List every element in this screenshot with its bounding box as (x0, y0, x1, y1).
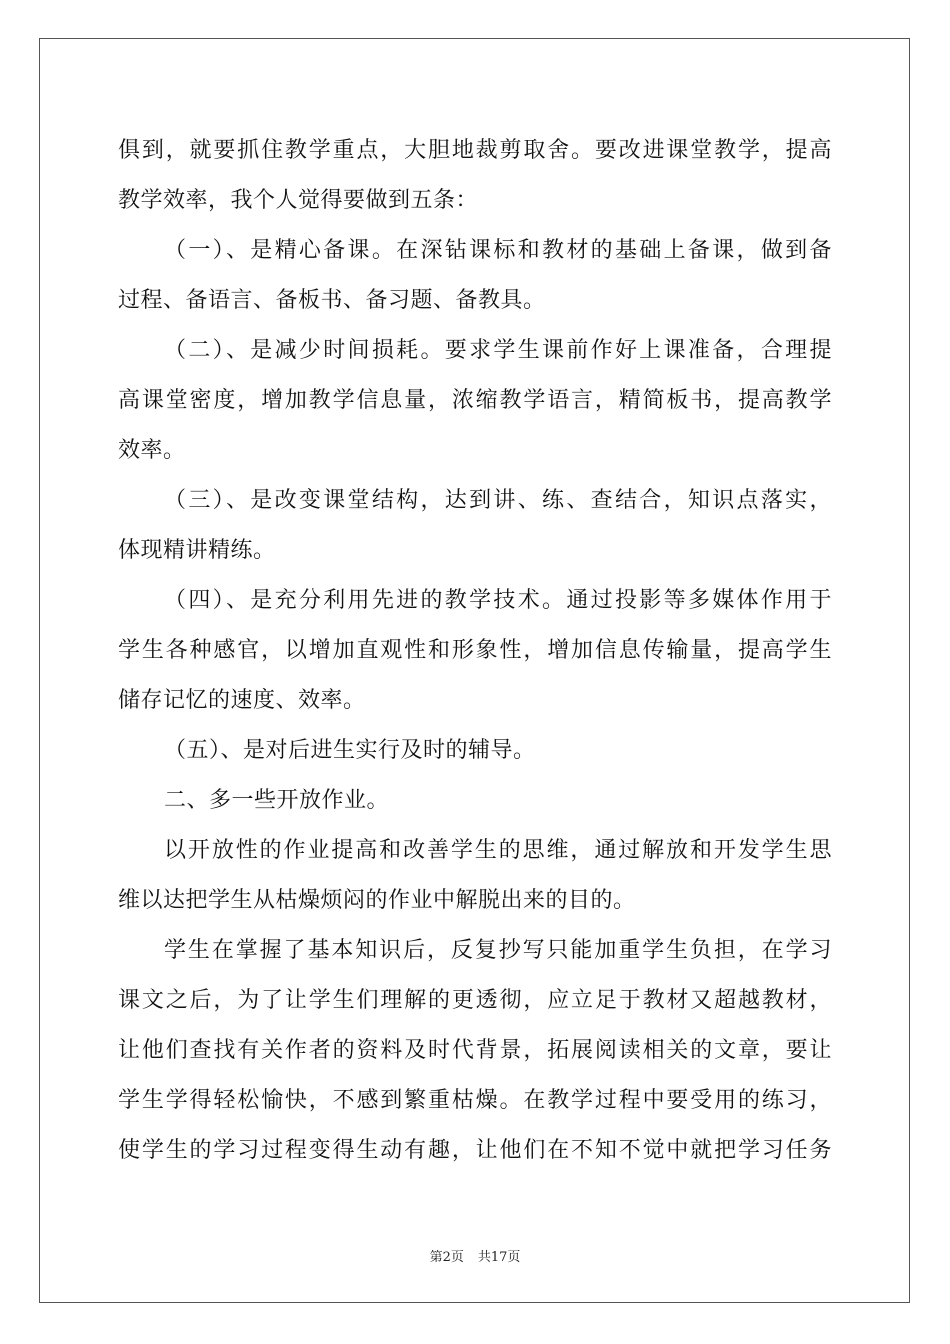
text-line: （三）、是改变课堂结构，达到讲、练、查结合，知识点落实， (164, 488, 832, 513)
text-line: 学生各种感官，以增加直观性和形象性，增加信息传输量，提高学生 (118, 638, 832, 663)
page-number: 第2页 (429, 1250, 464, 1265)
text-line: 过程、备语言、备板书、备习题、备教具。 (118, 288, 546, 313)
text-line: （四）、是充分利用先进的教学技术。通过投影等多媒体作用于 (164, 588, 832, 613)
text-line: 学生学得轻松愉快，不感到繁重枯燥。在教学过程中要受用的练习， (118, 1088, 832, 1113)
text-line: 让他们查找有关作者的资料及时代背景，拓展阅读相关的文章，要让 (118, 1038, 832, 1063)
text-line: （五）、是对后进生实行及时的辅导。 (164, 738, 536, 763)
text-line: （二）、是减少时间损耗。要求学生课前作好上课准备，合理提 (164, 338, 832, 363)
document-body (118, 126, 832, 1176)
text-line: （一）、是精心备课。在深钻课标和教材的基础上备课，做到备 (164, 238, 832, 263)
section-heading: 二、多一些开放作业。 (164, 788, 390, 813)
text-line: 学生在掌握了基本知识后，反复抄写只能加重学生负担，在学习 (164, 938, 832, 963)
text-line: 课文之后，为了让学生们理解的更透彻，应立足于教材又超越教材， (118, 988, 832, 1013)
text-line: 使学生的学习过程变得生动有趣，让他们在不知不觉中就把学习任务 (118, 1138, 832, 1163)
text-line: 效率。 (118, 438, 186, 463)
text-line: 教学效率，我个人觉得要做到五条： (118, 188, 479, 213)
text-line: 储存记忆的速度、效率。 (118, 688, 366, 713)
text-line: 维以达把学生从枯燥烦闷的作业中解脱出来的目的。 (118, 888, 636, 913)
page-total: 共17页 (477, 1250, 521, 1265)
page-footer (0, 1246, 950, 1265)
text-line: 体现精讲精练。 (118, 538, 276, 563)
text-line: 以开放性的作业提高和改善学生的思维，通过解放和开发学生思 (164, 838, 832, 863)
text-line: 俱到，就要抓住教学重点，大胆地裁剪取舍。要改进课堂教学，提高 (118, 138, 832, 163)
text-line: 高课堂密度，增加教学信息量，浓缩教学语言，精简板书，提高教学 (118, 388, 832, 413)
